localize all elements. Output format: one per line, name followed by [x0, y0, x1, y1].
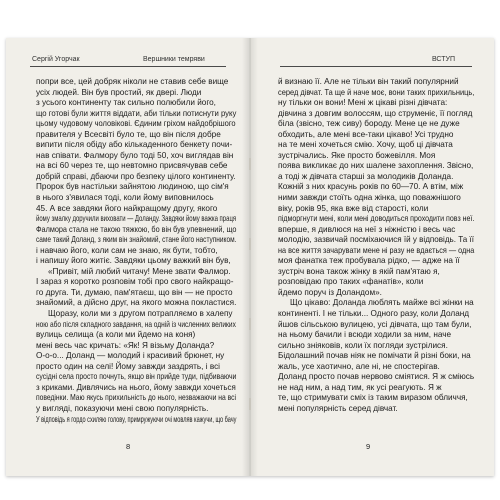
text-line: те, що стримувати сміх із таким виразом обличчя,	[278, 393, 468, 403]
text-line: а тоді ж дівчата старші за молодиків Доланда.	[278, 171, 454, 181]
text-line: правителя у Всесвіті було те, що він після добре	[36, 129, 221, 139]
text-line: що готові були життя віддати, аби тільки потиснути руку	[36, 108, 237, 118]
right-page	[250, 38, 494, 476]
text-line: І зараз я коротко розповім тобі про свого найкращо-	[36, 277, 234, 287]
text-line: сильно зніяковів, коли їх погляди зустрілися.	[278, 340, 448, 350]
text-line: молодію, зазвичай посміхаючися їй у відповідь. Та її	[278, 235, 474, 245]
text-line: 45. А все завдяки його найкращому другу, якого	[36, 203, 218, 213]
text-line: й визнаю її. Але не тільки він такий популярний	[278, 77, 459, 86]
text-line: вперше, я дивлюся на неї з ніжністю і весь час	[278, 224, 456, 234]
text-line: ну тільки он вони! Мені ж цікаві різні дівчата:	[278, 98, 448, 108]
text-line: О-о-о... Доланд — молодий і красивий брюнет, ну	[36, 351, 225, 361]
text-line: йшов сільською вулицею, усі дівчата, що там були,	[278, 319, 472, 329]
left-page-number: 8	[126, 442, 131, 451]
text-line: і напишу його житіє. Завдяки цьому важкий він був,	[36, 256, 231, 266]
text-line: Бідолашний почав ніяк не помічати й різні боки, на	[278, 351, 471, 361]
text-line: цьому чудовому чоловікові. Єдиним гріхом найдобрішого	[36, 119, 236, 129]
right-header-title: ВСТУП	[432, 56, 456, 63]
text-line: мені популярність серед дівчат.	[278, 403, 398, 413]
left-header-rule	[30, 66, 226, 67]
text-line: моя фанатка теж пробувала рідко, — адже на її	[278, 256, 460, 266]
text-line: у вигляді, показуючи мені свою популярність.	[36, 403, 209, 413]
text-line: нав співати. Фалмору було тоді 50, хоч виглядав він	[36, 150, 234, 160]
text-line: розповідаю про таких «фанатів», коли	[278, 277, 424, 287]
text-line: Доланд просто почав нервово сміятися. Я ж сміюсь	[278, 372, 475, 382]
right-page-number: 9	[366, 442, 371, 451]
text-line: поява викликає до них шалене захоплення. Звісно,	[278, 161, 474, 171]
left-header-author: Сергій Угорчак	[32, 56, 80, 63]
left-body-text	[36, 77, 236, 425]
text-line: попри все, цей добряк ніколи не ставив себе вище	[36, 77, 229, 86]
text-line: добрій справі, дбаючи про безпеку цілого континенту.	[36, 171, 236, 181]
text-line: дівчина з довгим волоссям, що струменіє, її погляд	[278, 108, 473, 118]
left-header-title: Вершники темряви	[143, 56, 205, 63]
text-line: просто один на селі! Йому завжди заздрять, і всі	[36, 361, 220, 371]
text-line: го друга. Ти, думаю, пам'ятаєш, що він — не просто	[36, 287, 233, 297]
book-spread	[6, 38, 494, 476]
text-line: Що цікаво: Доланда люблять майже всі жінки на	[290, 298, 474, 308]
text-line: усіх людей. Він був простий, як двері. Люди	[36, 87, 202, 97]
text-line: Кожній з них красунь років по 60—70. А втім, між	[278, 182, 464, 192]
text-line: зустрічались. Яке просто божевілля. Моя	[278, 150, 436, 160]
right-header-rule	[280, 66, 472, 67]
text-line: віку, років 95, яка вже від старості, коли	[278, 203, 429, 213]
text-line: серед дівчат. Та ще й наче моє, вони таких прихильниць,	[278, 87, 475, 97]
binding-stitch	[249, 318, 251, 330]
text-line: йому змалку доручили виховати — Доланду. Завдяки йому важка праця	[36, 214, 237, 224]
text-line: обходить, але мені все-таки цікаво! Усі трудно	[278, 129, 454, 139]
text-line: на все життя зачарувати мене ні разу не вдається — одна	[278, 245, 475, 255]
text-line: на те мені хочеться смію. Хочу, щоб ці дівчата	[278, 140, 453, 150]
text-line: з криками. Дивлячись на нього, йому завжди хочеться	[36, 382, 236, 392]
text-line: випити після обіду або кількаденного бенкету почи-	[36, 140, 233, 150]
book-gutter	[242, 38, 258, 476]
text-line: і навчаю його, коли сам не знаю, як бути, тобто,	[36, 245, 218, 255]
text-line: знайомий, а дійсно друг, на якого можна покластися.	[36, 298, 237, 308]
text-line: жаль, усе хаотично, але ні, не спостерігав.	[278, 361, 440, 371]
text-line: не над ним, а над тим, як усі реагують. Я ж	[278, 382, 442, 392]
text-line: саме такий Доланд, з яким він знайомий, стане його наступником.	[36, 235, 237, 245]
text-line: континенті. І не тільки... Одного разу, коли Доланд	[278, 309, 470, 319]
text-line: Щоразу, коли ми з другом потрапляємо в халепу	[48, 309, 233, 319]
text-line: з усього континенту так сильно полюбили його,	[36, 98, 216, 108]
text-line: вулиць селища (а коли ми йдемо на коня)	[36, 330, 196, 340]
text-line: Фалмора стала не такою тяжкою, бо він був упевнений, що	[36, 224, 237, 234]
text-line: ною або після складного завдання, на одній із численних великих	[36, 319, 236, 329]
text-line: ними завжди стоїть одна жінка, що поважнішого	[278, 193, 461, 203]
text-line: Пророк був настільки зайнятою людиною, що сім'я	[36, 182, 229, 192]
binding-stitch	[249, 238, 251, 250]
text-line: поведінки. Маю якусь прихильність до нього, незважаючи на всі	[36, 393, 237, 403]
text-line: на всі 60 через те, що невтомно присвячував себе	[36, 161, 228, 171]
text-line: біла (звісно, теж сиву) бороду. Мене це не дуже	[278, 119, 460, 129]
text-line: на ньому бачили і всюди ходили за ним, наче	[278, 330, 452, 340]
binding-stitch	[249, 158, 251, 170]
text-line: У відповідь я гордо схиляю голову, примружуючи очі мовляв кажучи, що бачу	[36, 414, 237, 424]
text-line: мені весь час кричать: «Як! Я візьму Доланда?	[36, 340, 215, 350]
text-line: підморгнути мені, коли мені доводиться проходити повз неї.	[278, 214, 475, 224]
text-line: «Привіт, мій любий читачу! Мене звати Фалмор.	[48, 266, 231, 276]
binding-stitch	[249, 398, 251, 410]
right-body-text	[278, 77, 474, 415]
left-page	[6, 38, 250, 476]
text-line: сусідні села просто почнуть, якщо він прийде туди, підбиваючи	[36, 372, 237, 382]
text-line: зустріч вона також жінку в якій пам'ятаю я,	[278, 266, 440, 276]
text-line: в нього з'явилася тоді, коли йому виповнилось	[36, 193, 214, 203]
text-line: йдемо поруч із Доландом».	[278, 287, 382, 297]
